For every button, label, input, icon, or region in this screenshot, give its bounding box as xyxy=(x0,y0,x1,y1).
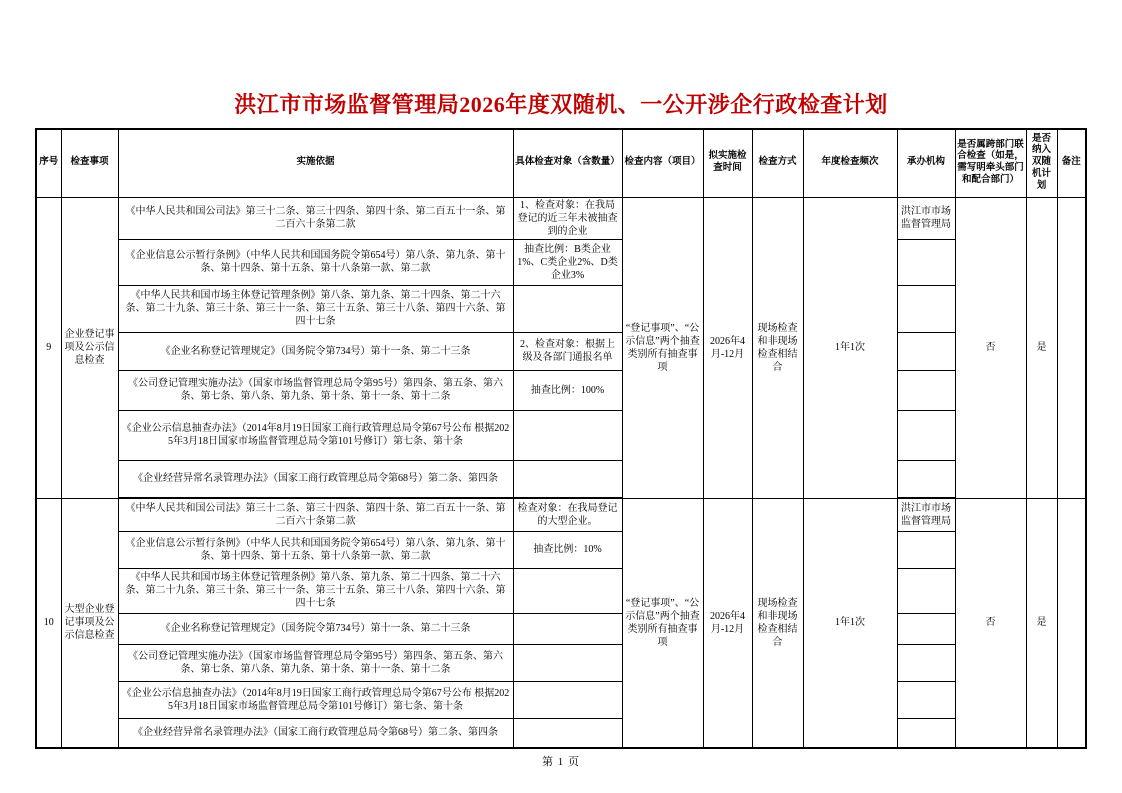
table-row xyxy=(36,239,1086,285)
table-row xyxy=(36,568,1086,613)
cell-basis: 《企业公示信息抽查办法》（2014年8月19日国家工商行政管理总局令第67号公布 根据2025年3月18日国家市场监督管理总局令第101号修订）第七条、第十条 xyxy=(118,681,513,718)
cell-content: “登记事项”、“公示信息”两个抽查类别所有抽查事项 xyxy=(622,197,703,498)
cell-random: 是 xyxy=(1026,498,1057,748)
cell-agency xyxy=(897,410,955,460)
cell-target: 抽查比例：10% xyxy=(513,531,622,568)
cell-basis: 《企业信息公示暂行条例》（中华人民共和国国务院令第654号）第八条、第九条、第十条、第十四条、第十五条、第十八条第一款、第二款 xyxy=(118,239,513,285)
cell-basis: 《中华人民共和国公司法》第三十二条、第三十四条、第四十条、第二百五十一条、第二百六十条第二款 xyxy=(118,197,513,239)
cell-note xyxy=(1057,498,1086,748)
cell-basis: 《企业信息公示暂行条例》（中华人民共和国国务院令第654号）第八条、第九条、第十条、第十四条、第十五条、第十八条第一款、第二款 xyxy=(118,531,513,568)
col-header-note: 备注 xyxy=(1057,129,1086,197)
table-row xyxy=(36,498,1086,531)
cell-target xyxy=(513,644,622,681)
cell-basis: 《企业经营异常名录管理办法》（国家工商行政管理总局令第68号）第二条、第四条 xyxy=(118,460,513,498)
cell-target xyxy=(513,410,622,460)
page-number: 第 1 页 xyxy=(542,756,580,768)
cell-target: 抽查比例：B类企业1%、C类企业2%、D类企业3% xyxy=(513,239,622,285)
cell-joint: 否 xyxy=(955,498,1026,748)
cell-agency: 洪江市市场监督管理局 xyxy=(897,197,955,239)
cell-agency xyxy=(897,370,955,410)
col-header-content: 检查内容（项目） xyxy=(622,129,703,197)
table-row xyxy=(36,285,1086,332)
cell-agency xyxy=(897,681,955,718)
cell-basis: 《公司登记管理实施办法》（国家市场监督管理总局令第95号）第四条、第五条、第六条、第七条、第八条、第九条、第十条、第十一条、第十二条 xyxy=(118,644,513,681)
cell-basis: 《中华人民共和国市场主体登记管理条例》第八条、第九条、第二十四条、第二十六条、第二十九条、第三十条、第三十一条、第三十五条、第三十八条、第四十六条、第四十七条 xyxy=(118,285,513,332)
cell-target: 检查对象：在我局登记的大型企业。 xyxy=(513,498,622,531)
cell-basis: 《公司登记管理实施办法》（国家市场监督管理总局令第95号）第四条、第五条、第六条、第七条、第八条、第九条、第十条、第十一条、第十二条 xyxy=(118,370,513,410)
cell-method: 现场检查和非现场检查相结合 xyxy=(752,197,803,498)
cell-frequency: 1年1次 xyxy=(803,197,897,498)
cell-agency xyxy=(897,718,955,748)
cell-basis: 《中华人民共和国公司法》第三十二条、第三十四条、第四十条、第二百五十一条、第二百六十条第二款 xyxy=(118,498,513,531)
cell-basis: 《企业经营异常名录管理办法》（国家工商行政管理总局令第68号）第二条、第四条 xyxy=(118,718,513,748)
col-header-basis: 实施依据 xyxy=(118,129,513,197)
cell-basis: 《中华人民共和国市场主体登记管理条例》第八条、第九条、第二十四条、第二十六条、第二十九条、第三十条、第三十一条、第三十五条、第三十八条、第四十六条、第四十七条 xyxy=(118,568,513,613)
cell-target xyxy=(513,460,622,498)
cell-agency xyxy=(897,332,955,370)
cell-frequency: 1年1次 xyxy=(803,498,897,748)
cell-target xyxy=(513,613,622,644)
cell-agency xyxy=(897,531,955,568)
cell-target xyxy=(513,285,622,332)
cell-agency xyxy=(897,613,955,644)
cell-basis: 《企业公示信息抽查办法》（2014年8月19日国家工商行政管理总局令第67号公布 根据2025年3月18日国家市场监督管理总局令第101号修订）第七条、第十条 xyxy=(118,410,513,460)
cell-item: 企业登记事项及公示信息检查 xyxy=(61,197,118,498)
col-header-time: 拟实施检查时间 xyxy=(703,129,752,197)
header-row xyxy=(36,129,1086,197)
cell-time: 2026年4月-12月 xyxy=(703,498,752,748)
cell-time: 2026年4月-12月 xyxy=(703,197,752,498)
table-row xyxy=(36,332,1086,370)
cell-agency xyxy=(897,460,955,498)
cell-seq: 10 xyxy=(36,498,61,748)
cell-agency xyxy=(897,239,955,285)
cell-joint: 否 xyxy=(955,197,1026,498)
cell-agency xyxy=(897,644,955,681)
cell-item: 大型企业登记事项及公示信息检查 xyxy=(61,498,118,748)
col-header-item: 检查事项 xyxy=(61,129,118,197)
col-header-random: 是否纳入双随机计划 xyxy=(1026,129,1057,197)
cell-target: 抽查比例：100% xyxy=(513,370,622,410)
col-header-seq: 序号 xyxy=(36,129,61,197)
cell-note xyxy=(1057,197,1086,498)
table-row xyxy=(36,197,1086,239)
table-row xyxy=(36,613,1086,644)
table-row xyxy=(36,370,1086,410)
col-header-frequency: 年度检查频次 xyxy=(803,129,897,197)
col-header-joint: 是否属跨部门联合检查（如是，需写明牵头部门和配合部门） xyxy=(955,129,1026,197)
table-row xyxy=(36,410,1086,460)
col-header-method: 检查方式 xyxy=(752,129,803,197)
cell-content: “登记事项”、“公示信息”两个抽查类别所有抽查事项 xyxy=(622,498,703,748)
table-row xyxy=(36,460,1086,498)
cell-target xyxy=(513,718,622,748)
col-header-target: 具体检查对象（含数量） xyxy=(513,129,622,197)
col-header-agency: 承办机构 xyxy=(897,129,955,197)
cell-target: 2、检查对象：根据上级及各部门通报名单 xyxy=(513,332,622,370)
table-row xyxy=(36,531,1086,568)
table-row xyxy=(36,718,1086,748)
cell-random: 是 xyxy=(1026,197,1057,498)
cell-target xyxy=(513,568,622,613)
cell-method: 现场检查和非现场检查相结合 xyxy=(752,498,803,748)
table-row xyxy=(36,644,1086,681)
inspection-plan-table xyxy=(35,128,1087,749)
cell-seq: 9 xyxy=(36,197,61,498)
page-title: 洪江市市场监督管理局2026年度双随机、一公开涉企行政检查计划 xyxy=(234,92,888,117)
cell-target xyxy=(513,681,622,718)
cell-target: 1、检查对象：在我局登记的近三年未被抽查到的企业 xyxy=(513,197,622,239)
cell-agency: 洪江市市场监督管理局 xyxy=(897,498,955,531)
cell-basis: 《企业名称登记管理规定》（国务院令第734号）第十一条、第二十三条 xyxy=(118,332,513,370)
cell-agency xyxy=(897,568,955,613)
cell-agency xyxy=(897,285,955,332)
table-row xyxy=(36,681,1086,718)
cell-basis: 《企业名称登记管理规定》（国务院令第734号）第十一条、第二十三条 xyxy=(118,613,513,644)
